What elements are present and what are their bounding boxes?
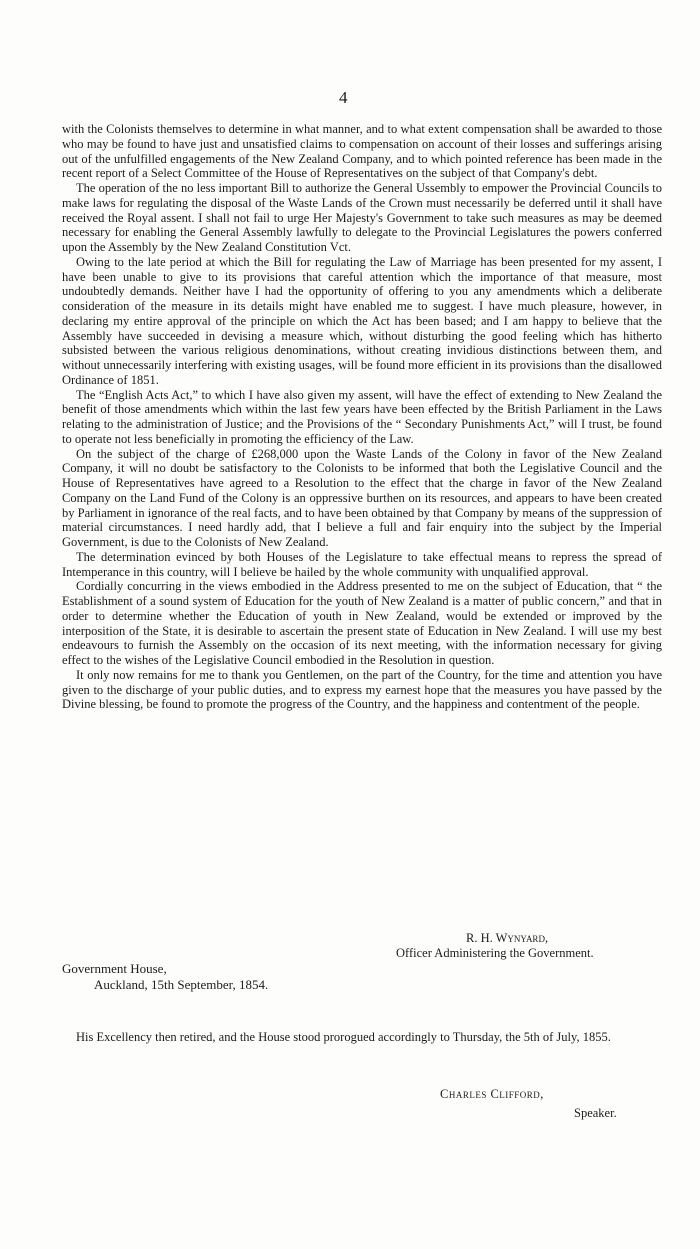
paragraph: The “English Acts Act,” to which I have also given my assent, will have the effect of extending to New Zealand the benefit of those amendments which within the last few years have been effected by the British Parliament in the Laws relating to the administration of Justice; and the Provisions of the “ Secondary Punishments Act,” will I trust, be found to operate not less beneficially in promoting the efficiency of the Law. <box>62 387 662 446</box>
paragraph: Cordially concurring in the views embodied in the Address presented to me on the subject of Education, that “ the Establishment of a sound system of Education for the youth of New Zealand is a matter of public concern,” and that in order to determine whether the Education of youth in New Zealand, would be extended or improved by the interposition of the State, it is desirable to ascertain the present state of Education in New Zealand. I will use my best endeavours to furnish the Assembly on the occasion of its next meeting, with the information necessary for giving effect to the wishes of the Legislative Council embodied in the Resolution in question. <box>62 579 662 667</box>
signatory-title: Officer Administering the Government. <box>396 946 594 960</box>
location: Government House, <box>62 961 167 976</box>
speaker-name: Charles Clifford, <box>440 1087 544 1101</box>
place-and-date <box>62 961 268 993</box>
paragraph: On the subject of the charge of £268,000 upon the Waste Lands of the Colony in favor of the New Zealand Company, it will no doubt be satisfactory to the Colonists to be informed that both the Legislative Council and the House of Representatives have agreed to a Resolution to the effect that the charge in favor of the New Zealand Company on the Land Fund of the Colony is an oppressive burthen on its resources, and appears to have been created by Parliament in ignorance of the real facts, and to have been obtained by that Company by means of the suppression of material circumstances. I need hardly add, that I believe a full and fair enquiry into the subject by the Imperial Government, is due to the Colonists of New Zealand. <box>62 446 662 549</box>
governor-signature <box>396 931 666 961</box>
paragraph: Owing to the late period at which the Bill for regulating the Law of Marriage has been presented for my assent, I have been unable to give to its provisions that careful attention which the importance of that measure, most undoubtedly demands. Neither have I had the opportunity of offering to you any amendments which a deliberate consideration of the measure in its details might have enabled me to suggest. I have much pleasure, however, in declaring my entire approval of the principle on which the Act has been based; and I am happy to believe that the Assembly have succeeded in devising a measure which, without disturbing the good feeling which has hitherto subsisted between the various religious denominations, without creating invidious distinctions between them, and without unnecessarily interfering with existing usages, will be found more efficient in its provisions than the disallowed Ordinance of 1851. <box>62 254 662 387</box>
date: Auckland, 15th September, 1854. <box>94 977 269 992</box>
signatory-name: R. H. Wynyard, <box>466 931 549 945</box>
body-text <box>62 122 662 712</box>
paragraph: with the Colonists themselves to determine in what manner, and to what extent compensation shall be awarded to those who may be found to have just and unsatisfied claims to compensation on account of their losses and sufferings arising out of the unfulfilled engagements of the New Zealand Company, and to which pointed reference has been made in the recent report of a Select Committee of the House of Representatives on the subject of that Company's debt. <box>62 122 662 181</box>
paragraph: It only now remains for me to thank you Gentlemen, on the part of the Country, for the time and attention you have given to the discharge of your public duties, and to express my earnest hope that the measures you have passed by the Divine blessing, be found to promote the progress of the Country, and the happiness and contentment of the people. <box>62 667 662 712</box>
paragraph: The determination evinced by both Houses of the Legislature to take effectual means to repress the spread of Intemperance in this country, will I believe be hailed by the whole community with unqualified approval. <box>62 549 662 579</box>
closing-note: His Excellency then retired, and the House stood prorogued accordingly to Thursday, the 5th of July, 1855. <box>76 1030 611 1044</box>
paragraph: The operation of the no less important Bill to authorize the General Ussembly to empower the Provincial Councils to make laws for regulating the disposal of the Waste Lands of the Crown must necessarily be deferred until it shall have received the Royal assent. I shall not fail to urge Her Majesty's Government to take such measures as may be deemed necessary for enabling the General Assembly lawfully to delegate to the Provincial Legislatures the powers conferred upon the Assembly by the New Zealand Constitution Vct. <box>62 181 662 254</box>
speaker-title: Speaker. <box>574 1106 617 1120</box>
page-number: 4 <box>339 88 348 107</box>
speaker-signature <box>440 1085 670 1123</box>
